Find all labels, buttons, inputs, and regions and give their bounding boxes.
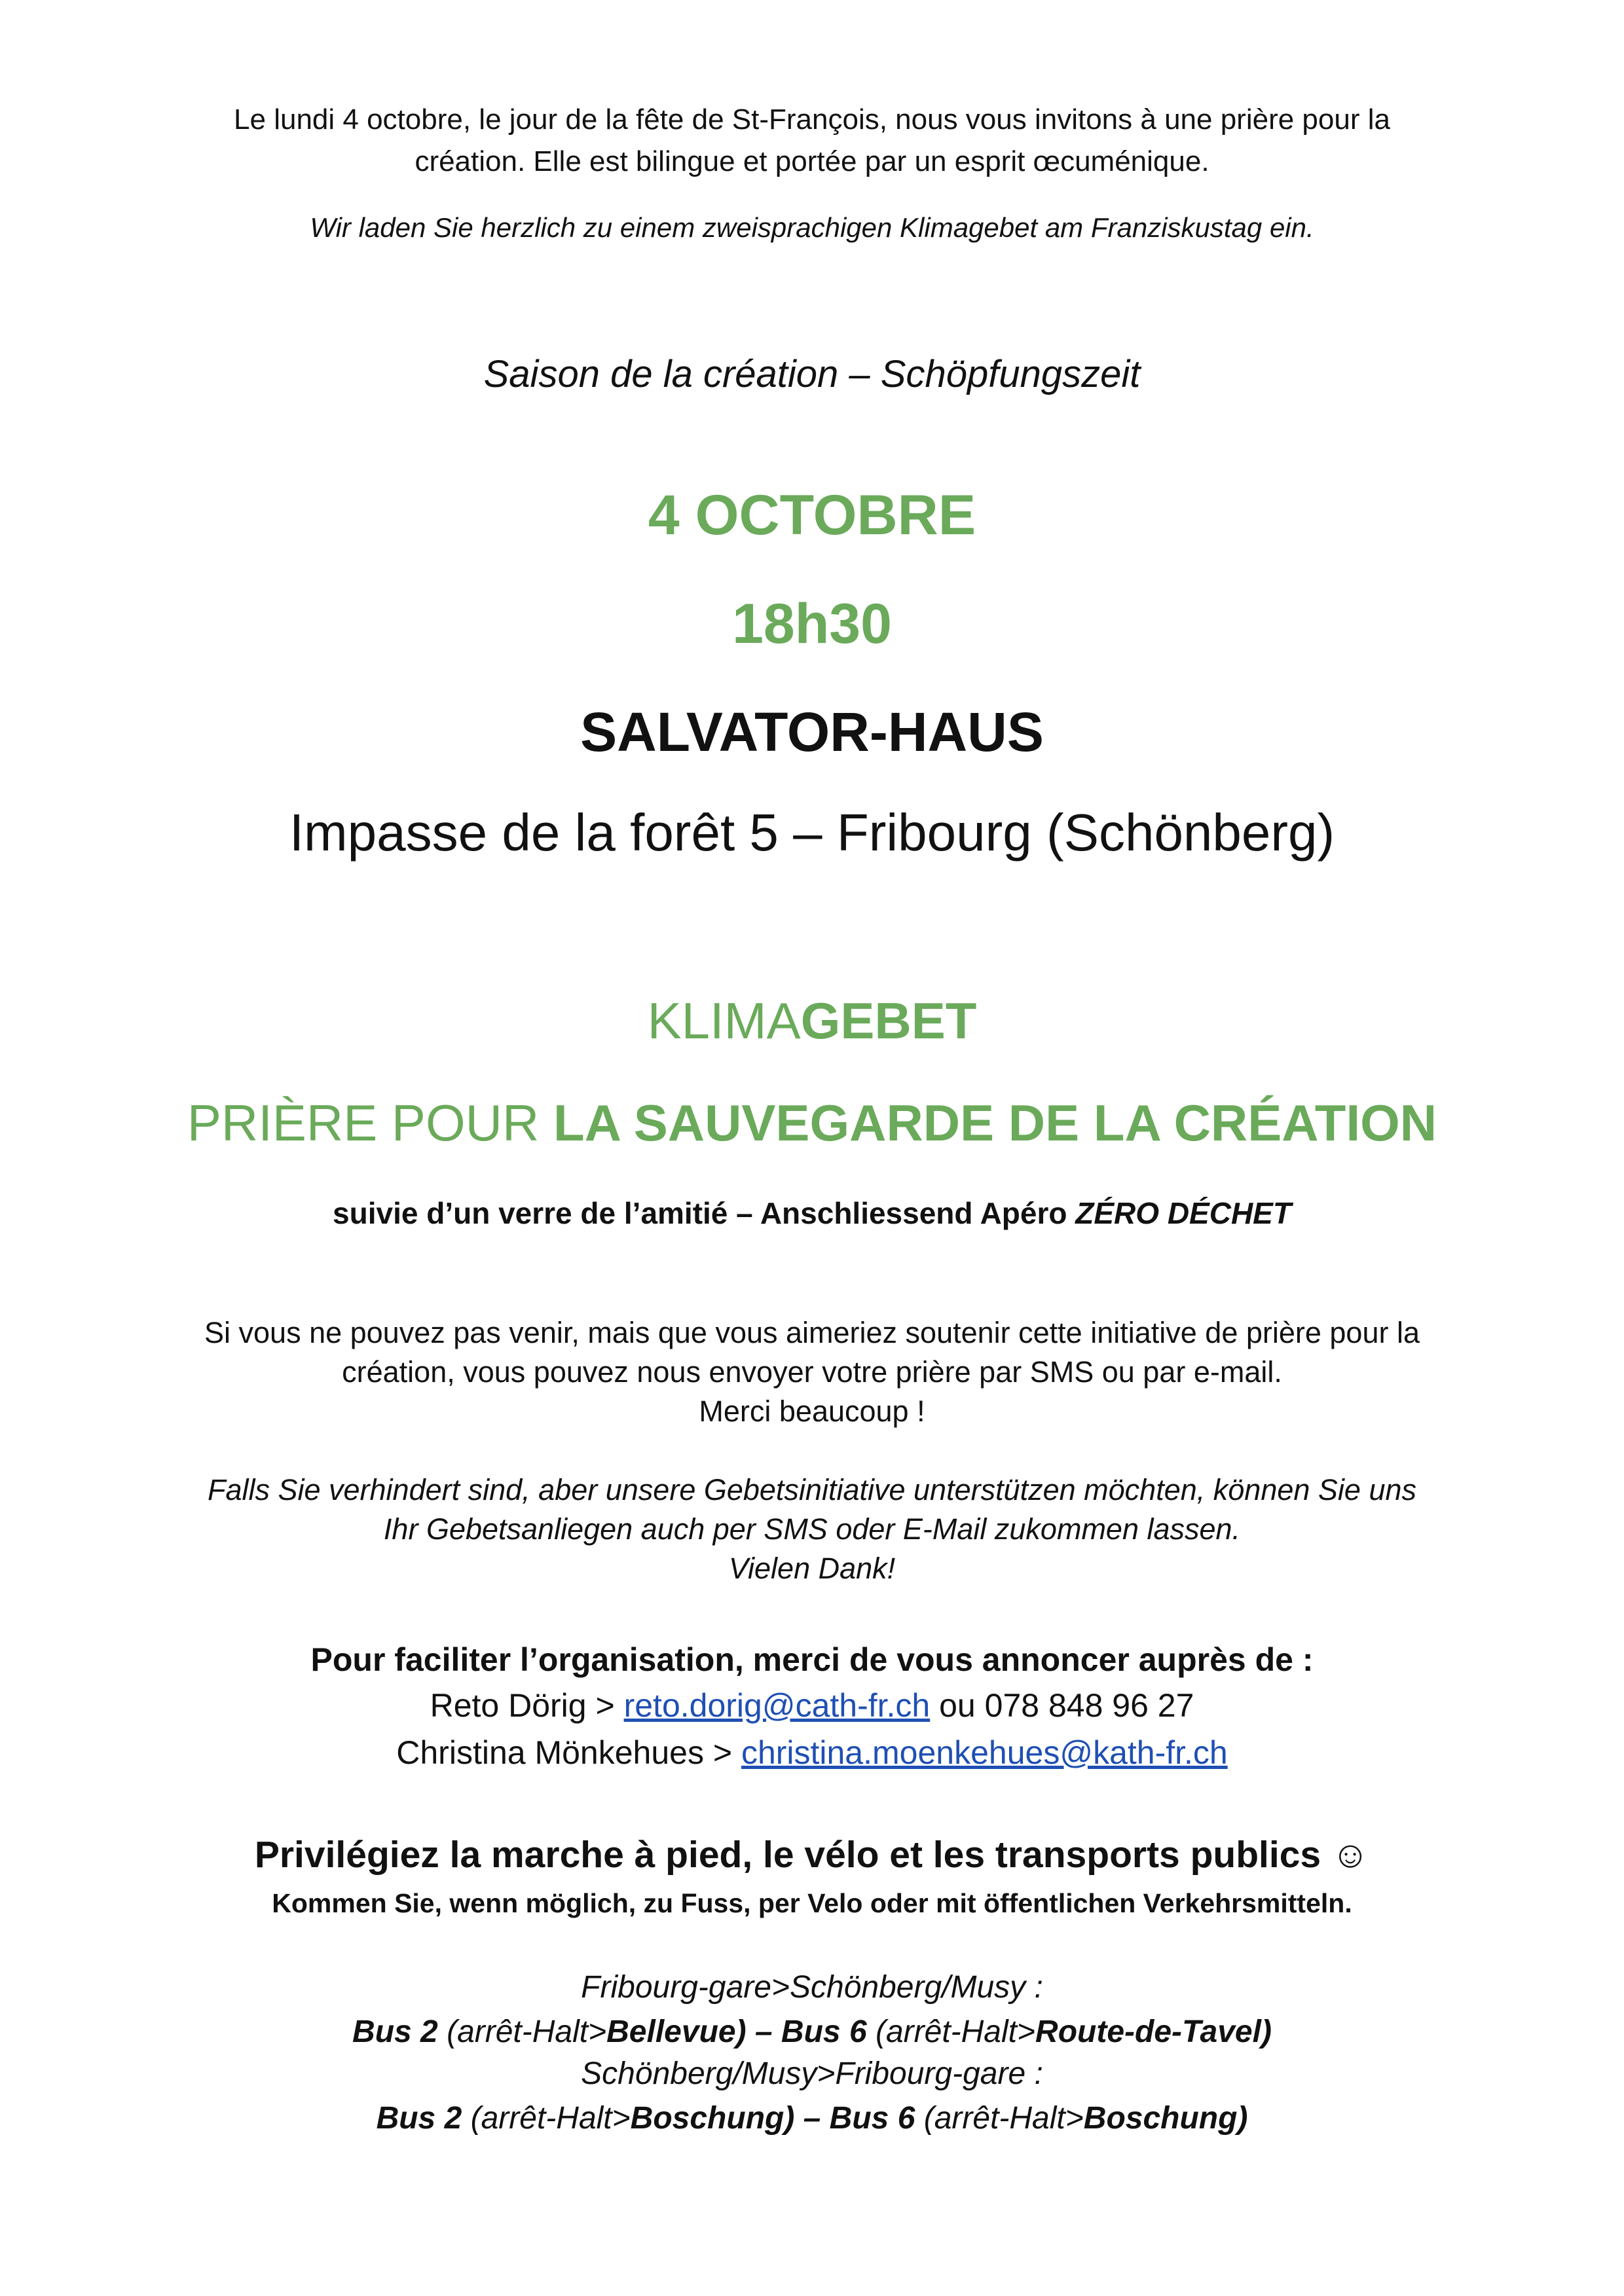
- route2-stop6-pre: (arrêt-Halt>: [915, 2101, 1084, 2136]
- support-fr-line3: Merci beaucoup !: [699, 1394, 925, 1428]
- apero-line: [0, 1195, 1624, 1231]
- support-de-line1: Falls Sie verhindert sind, aber unsere Gebetsinitiative unterstützen möchten, können Sie uns: [207, 1473, 1417, 1506]
- priere-bold: LA SAUVEGARDE DE LA CRÉATION: [553, 1094, 1437, 1152]
- contact-reto: [0, 1686, 1624, 1724]
- route1-stop2-pre: (arrêt-Halt>: [437, 2014, 607, 2049]
- route2-stop6: Boschung): [1083, 2101, 1248, 2136]
- event-venue: SALVATOR-HAUS: [580, 701, 1044, 763]
- event-time: 18h30: [732, 592, 892, 655]
- route2-stop2-pre: (arrêt-Halt>: [462, 2101, 631, 2136]
- klima-bold: GEBET: [800, 992, 977, 1049]
- priere-title: [0, 1093, 1624, 1153]
- route1-stop6-pre: (arrêt-Halt>: [866, 2014, 1036, 2049]
- route1-stop6: Route-de-Tavel): [1035, 2014, 1272, 2049]
- klima-light: KLIMA: [647, 992, 801, 1049]
- contact-christina: [0, 1734, 1624, 1772]
- route1-bus2: Bus 2: [352, 2014, 438, 2049]
- route1-title: Fribourg-gare>Schönberg/Musy :: [581, 1970, 1043, 2005]
- intro-fr-line1: Le lundi 4 octobre, le jour de la fête de St-François, nous vous invitons à une prière pour la: [234, 103, 1390, 136]
- intro-de-line: Wir laden Sie herzlich zu einem zweisprachigen Klimagebet am Franziskustag ein.: [310, 212, 1314, 243]
- support-de-line2: Ihr Gebetsanliegen auch per SMS oder E-Mail zukommen lassen.: [383, 1512, 1241, 1546]
- support-fr-line2: création, vous pouvez nous envoyer votre prière par SMS ou par e-mail.: [342, 1355, 1282, 1389]
- christina-name: Christina Mönkehues >: [396, 1734, 741, 1771]
- route2-title: Schönberg/Musy>Fribourg-gare :: [581, 2056, 1043, 2091]
- contacts-heading: Pour faciliter l’organisation, merci de vous annoncer auprès de :: [310, 1641, 1314, 1678]
- support-de-line3: Vielen Dank!: [728, 1552, 896, 1585]
- event-address: Impasse de la forêt 5 – Fribourg (Schönberg): [289, 803, 1335, 862]
- apero-italic: ZÉRO DÉCHET: [1075, 1196, 1291, 1230]
- event-date: 4 OCTOBRE: [648, 484, 976, 547]
- route1-dash: – Bus 6: [746, 2014, 867, 2049]
- transport-de: Kommen Sie, wenn möglich, zu Fuss, per Velo oder mit öffentlichen Verkehrsmitteln.: [272, 1888, 1352, 1918]
- intro-fr-line2: création. Elle est bilingue et portée par un esprit œcuménique.: [415, 145, 1209, 177]
- reto-email-link[interactable]: reto.dorig@cath-fr.ch: [623, 1687, 931, 1724]
- priere-light: PRIÈRE POUR: [187, 1094, 553, 1152]
- christina-email-link[interactable]: christina.moenkehues@kath-fr.ch: [741, 1734, 1228, 1771]
- route2-dash: – Bus 6: [794, 2101, 915, 2136]
- route2-stop2: Boschung): [630, 2101, 795, 2136]
- route1-detail: [0, 2014, 1624, 2050]
- reto-phone: ou 078 848 96 27: [930, 1687, 1194, 1724]
- route2-detail: [0, 2100, 1624, 2136]
- transport-fr: Privilégiez la marche à pied, le vélo et les transports publics ☺: [254, 1834, 1370, 1876]
- route1-stop2: Bellevue): [606, 2014, 747, 2049]
- support-fr-line1: Si vous ne pouvez pas venir, mais que vous aimeriez soutenir cette initiative de prière pour la: [204, 1316, 1420, 1349]
- route2-bus2: Bus 2: [376, 2101, 462, 2136]
- klimagebet-title: [0, 991, 1624, 1051]
- reto-name: Reto Dörig >: [430, 1687, 624, 1724]
- apero-text: suivie d’un verre de l’amitié – Anschliessend Apéro: [333, 1196, 1076, 1230]
- season-title: Saison de la création – Schöpfungszeit: [483, 353, 1141, 395]
